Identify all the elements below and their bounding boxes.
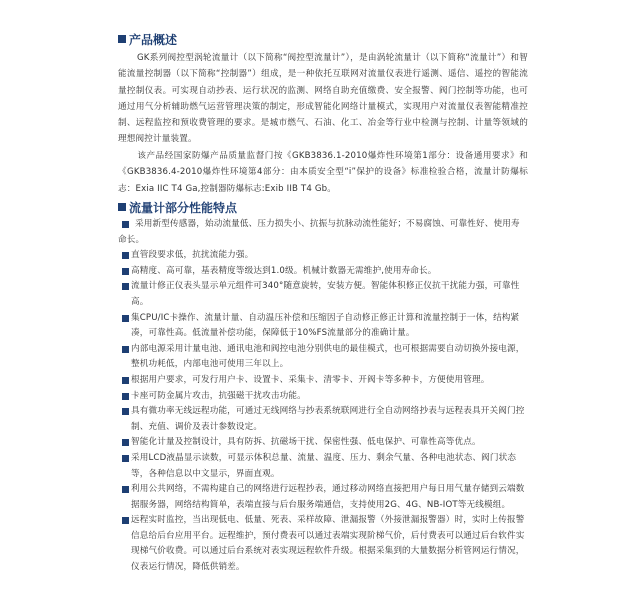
feature-text: 利用公共网络，不需构建自己的网络进行远程抄表，通过移动网络直接把用户每日用气量存储到云端数据服务器，网络结构简单，表端直接与后台服务端通信，支持使用2G、4G、NB-IOT等无线模组。 — [131, 484, 525, 510]
feature-text: 采用新型传感器，始动流量低、压力损失小、抗振与抗脉动流性能好；不易腐蚀、可靠性好、使用寿命长。 — [118, 219, 520, 245]
feature-text: 远程实时监控，当出现低电、低量、死表、采样故障、泄漏报警（外接泄漏报警器）时，实时上传报警信息给后台应用平台。远程维护，预付费表可以通过表端实现阶梯气价，后付费表可以通过后台软件实现梯气价收费。可以通过后台系统对表实现远程软件升级。根据采集到的大量数据分析管网运行情况，仪表运行情况，降低供销差。 — [131, 515, 525, 573]
bullet-square-icon — [122, 455, 129, 462]
heading-square-icon — [118, 203, 126, 211]
feature-text: 根据用户要求，可发行用户卡、设置卡、采集卡、清零卡、开阀卡等多种卡，方便使用管理。 — [131, 374, 490, 385]
feature-item — [118, 373, 528, 389]
overview-title: 产品概述 — [129, 32, 178, 47]
features-heading — [118, 199, 237, 215]
feature-item — [118, 279, 528, 310]
feature-item — [118, 513, 528, 575]
bullet-square-icon — [122, 315, 129, 322]
bullet-square-icon — [122, 221, 129, 228]
bullet-square-icon — [122, 252, 129, 259]
feature-item — [118, 311, 528, 342]
feature-item — [118, 404, 528, 435]
feature-item — [118, 248, 528, 264]
bullet-square-icon — [122, 439, 129, 446]
feature-item — [118, 389, 528, 405]
feature-item — [118, 217, 528, 248]
feature-text: 高精度、高可靠，基表精度等级达到1.0级。机械计数器无需维护,使用寿命长。 — [131, 265, 437, 276]
feature-item — [118, 435, 528, 451]
feature-item — [118, 451, 528, 482]
feature-text: 智能化计量及控制设计，具有防拆、抗磁场干扰、保密性强、低电保护、可靠性高等优点。 — [131, 437, 481, 448]
overview-paragraph-2-text: 该产品经国家防爆产品质量监督门按《GKB3836.1-2010爆炸性环境第1部分：设备通用要求》和《GKB3836.4-2010爆炸性环境第4部分：由本质安全型“i”保护的设备》标准检验合格，流量计防爆标志：Exia IIC T4 Ga,控制器防爆标志:Exib IIB T4 Gb。 — [118, 151, 528, 194]
bullet-square-icon — [122, 377, 129, 384]
overview-heading — [118, 31, 177, 47]
feature-text: 流量计修正仪表头显示单元组件可340°随意旋转，安装方便。智能体积修正仪抗干扰能力强，可靠性高。 — [131, 281, 520, 307]
bullet-square-icon — [122, 268, 129, 275]
heading-square-icon — [118, 35, 126, 43]
bullet-square-icon — [122, 486, 129, 493]
feature-text: 卡座可防金属片攻击，抗强磁干扰攻击功能。 — [131, 390, 306, 401]
feature-text: 内部电源采用计量电池、通讯电池和阀控电池分别供电的最佳模式，也可根据需要自动切换外接电源，整机功耗低，内部电池可使用三年以上。 — [131, 343, 525, 370]
overview-paragraph-1-text: GK系列阀控型涡轮流量计（以下简称“阀控型流量计”），是由涡轮流量计（以下简称“流量计”）和智能流量控制器（以下简称“控制器”）组成，是一种依托互联网对流量仪表进行遥测、遥信、遥控的智能流量控制仪表。可实现自动抄表、运行状况的监测、网络自助充值缴费、安全报警、阀门控制等功能，也可通过用气分析辅助燃气运营管理决策的制定，形成智能化网络计量模式，实现用户对流量仪表智能精准控制、远程监控和预收费管理的要求。是城市燃气、石油、化工、冶金等行业中检测与控制、计量等领域的理想阀控计量装置。 — [118, 53, 528, 145]
features-list — [118, 217, 528, 576]
feature-text: 集CPU/IC卡操作、流量计量、自动温压补偿和压缩因子自动修正修正计算和流量控制于一体，结构紧凑，可靠性高。低流量补偿功能，保障低于10%FS流量部分的准确计量。 — [131, 312, 520, 339]
feature-item — [118, 264, 528, 280]
overview-paragraph-1 — [118, 50, 528, 148]
bullet-square-icon — [122, 283, 129, 290]
bullet-square-icon — [122, 517, 129, 524]
overview-paragraph-2 — [118, 148, 528, 197]
feature-text: 直管段要求低，抗扰流能力强。 — [131, 250, 254, 261]
features-title: 流量计部分性能特点 — [129, 200, 238, 215]
feature-item — [118, 342, 528, 373]
feature-text: 具有微功率无线远程功能，可通过无线网络与抄表系统联网进行全自动网络抄表与远程表具开关阀门控制、充值、调价及表计参数设定。 — [131, 406, 525, 432]
feature-text: 采用LCD液晶显示读数，可显示体积总量、流量、温度、压力、剩余气量、各种电池状态、阀门状态等，各种信息以中文显示，界面直观。 — [131, 452, 517, 479]
bullet-square-icon — [122, 393, 129, 400]
bullet-square-icon — [122, 408, 129, 415]
feature-item — [118, 482, 528, 513]
bullet-square-icon — [122, 346, 129, 353]
